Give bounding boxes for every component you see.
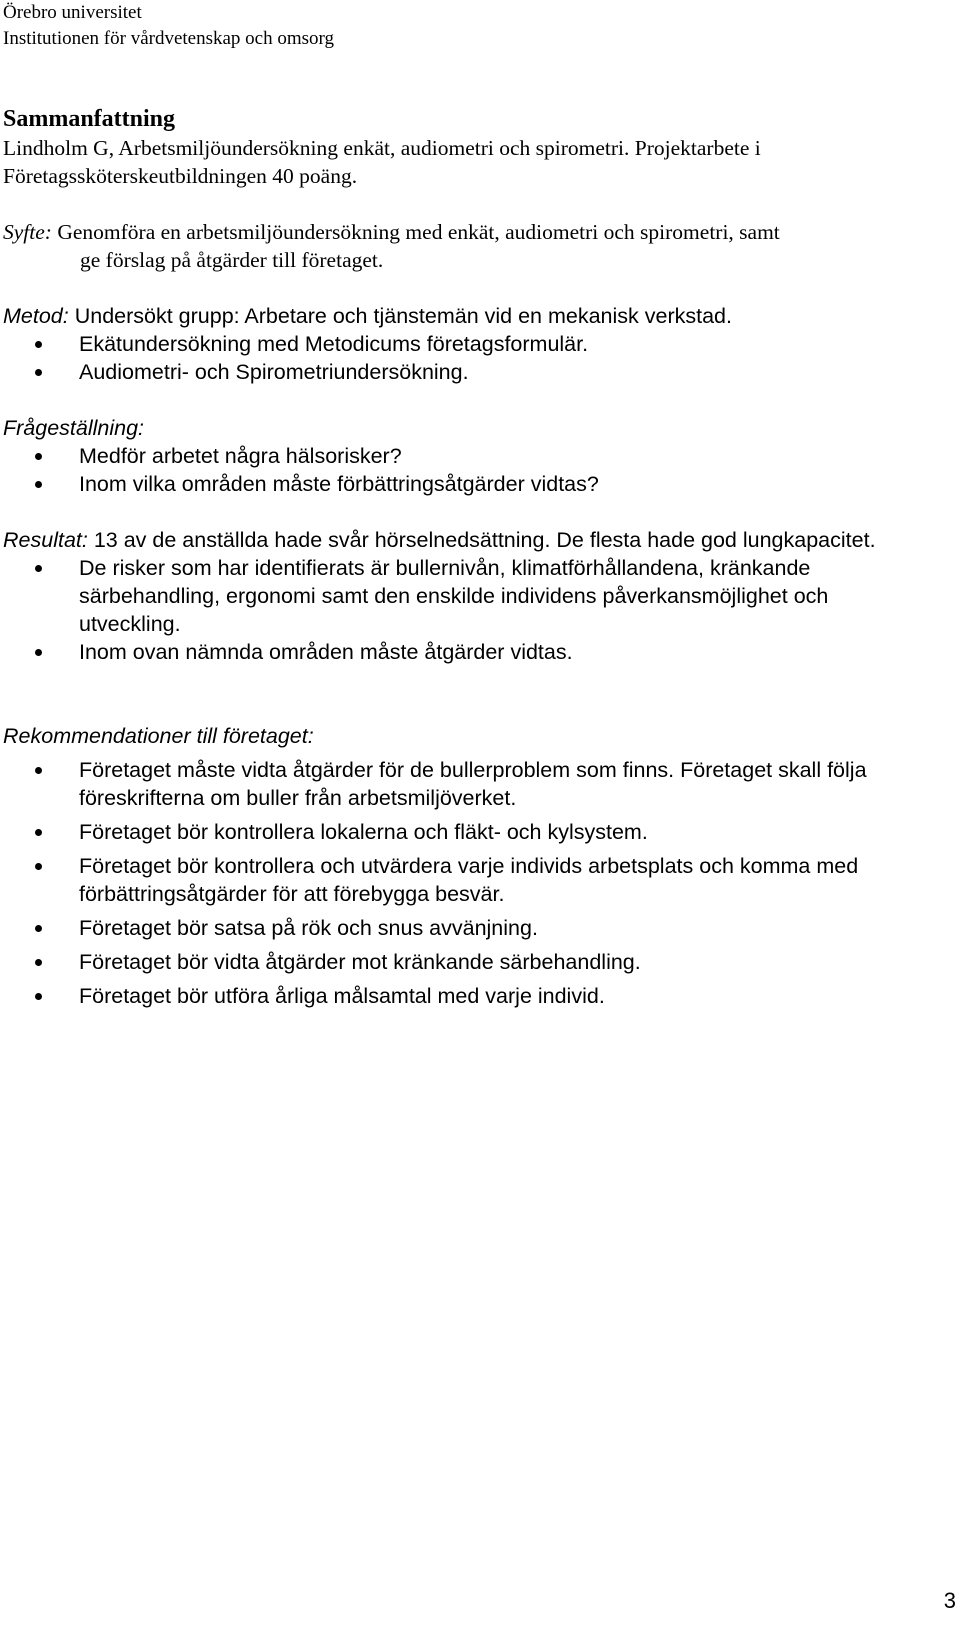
list-item: Ekätundersökning med Metodicums företagsformulär. — [3, 330, 953, 358]
resultat-section — [3, 526, 953, 666]
syfte-section — [3, 218, 953, 274]
resultat-text: 13 av de anställda hade svår hörselnedsättning. De flesta hade god lungkapacitet. — [87, 528, 876, 552]
fragestallning-label: Frågeställning: — [3, 416, 145, 440]
bullet-icon — [35, 925, 42, 932]
syfte-label: Syfte: — [3, 220, 52, 244]
metod-label: Metod: — [3, 304, 69, 328]
rekommendationer-list — [3, 756, 953, 1010]
citation-line-1: Lindholm G, Arbetsmiljöundersökning enkät, audiometri och spirometri. Projektarbete i — [3, 136, 761, 160]
list-item: Inom ovan nämnda områden måste åtgärder vidtas. — [3, 638, 953, 666]
resultat-label: Resultat: — [3, 528, 88, 552]
rekommendationer-label: Rekommendationer till företaget: — [3, 724, 314, 748]
list-item: De risker som har identifierats är bullernivån, klimatförhållandena, kränkande särbehandling, ergonomi samt den enskilde individens påverkansmöjlighet och utveckling. — [3, 554, 953, 638]
bullet-icon — [35, 993, 42, 1000]
list-item: Företaget bör vidta åtgärder mot kränkande särbehandling. — [3, 948, 953, 976]
fragestallning-list — [3, 442, 953, 498]
bullet-icon — [35, 369, 42, 376]
resultat-list — [3, 554, 953, 666]
fragestallning-section — [3, 414, 953, 498]
bullet-icon — [35, 767, 42, 774]
metod-section — [3, 302, 953, 386]
university-name: Örebro universitet — [3, 2, 142, 23]
summary-title: Sammanfattning — [3, 106, 176, 132]
list-item: Företaget måste vidta åtgärder för de bullerproblem som finns. Företaget skall följa föreskrifterna om buller från arbetsmiljöverket. — [3, 756, 953, 812]
bullet-icon — [35, 649, 42, 656]
bullet-icon — [35, 341, 42, 348]
syfte-line-1 — [3, 218, 953, 246]
institution-name: Institutionen för vårdvetenskap och omsorg — [3, 28, 335, 49]
syfte-text-1: Genomföra en arbetsmiljöundersökning med enkät, audiometri och spirometri, samt — [51, 220, 780, 244]
metod-text: Undersökt grupp: Arbetare och tjänstemän vid en mekanisk verkstad. — [68, 304, 732, 328]
bullet-icon — [35, 959, 42, 966]
list-item: Inom vilka områden måste förbättringsåtgärder vidtas? — [3, 470, 953, 498]
rekommendationer-section — [3, 722, 953, 1010]
bullet-icon — [35, 453, 42, 460]
bullet-icon — [35, 863, 42, 870]
bullet-icon — [35, 565, 42, 572]
metod-list — [3, 330, 953, 386]
list-item: Företaget bör kontrollera lokalerna och fläkt- och kylsystem. — [3, 818, 953, 846]
resultat-line — [3, 526, 953, 554]
list-item: Audiometri- och Spirometriundersökning. — [3, 358, 953, 386]
metod-line — [3, 302, 953, 330]
syfte-line-2: ge förslag på åtgärder till företaget. — [80, 248, 384, 272]
citation-line-2: Företagssköterskeutbildningen 40 poäng. — [3, 164, 358, 188]
document-body — [3, 104, 953, 1010]
list-item: Medför arbetet några hälsorisker? — [3, 442, 953, 470]
list-item: Företaget bör satsa på rök och snus avvänjning. — [3, 914, 953, 942]
list-item: Företaget bör kontrollera och utvärdera varje individs arbetsplats och komma med förbättringsåtgärder för att förebygga besvär. — [3, 852, 953, 908]
page-header — [3, 0, 334, 52]
bullet-icon — [35, 829, 42, 836]
list-item: Företaget bör utföra årliga målsamtal med varje individ. — [3, 982, 953, 1010]
page-number: 3 — [943, 1588, 956, 1613]
bullet-icon — [35, 481, 42, 488]
